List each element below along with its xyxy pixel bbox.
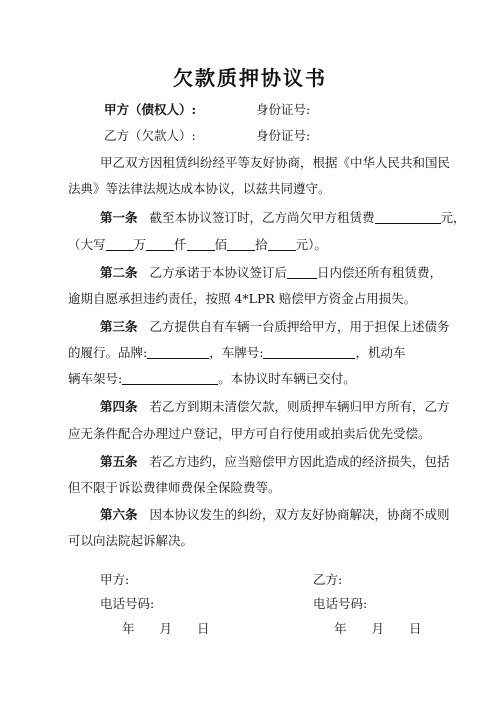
shi-label: 拾 (255, 237, 268, 252)
article-5-line-1 (100, 452, 450, 470)
party-a-label: 甲方（债权人）: (104, 102, 197, 117)
article-2-title: 第二条 (100, 265, 138, 280)
article-3-line-3 (68, 369, 356, 387)
article-2-text-a: 乙方承诺于本协议签订后 (149, 265, 288, 280)
article-3-text: 乙方提供自有车辆一台质押给甲方，用于担保上述债务 (149, 319, 450, 334)
article-1-title: 第一条 (100, 210, 138, 225)
vin-blank (122, 372, 218, 385)
brand-blank (147, 346, 209, 359)
rent-amount-blank (375, 211, 441, 224)
article-2-text-b: 日内偿还所有租赁费， (317, 265, 443, 280)
vin-label: 辆车架号: (68, 371, 123, 386)
date-a: 年 月 日 (122, 621, 210, 636)
signature-party-b: 乙方: (313, 572, 343, 587)
wan-blank (106, 238, 134, 251)
article-5-title: 第五条 (100, 454, 138, 469)
party-b-id-label: 身份证号: (256, 128, 311, 143)
article-3-text-end: 。本协议时车辆已交付。 (218, 371, 356, 386)
qian-blank (146, 238, 174, 251)
article-6-text: 因本协议发生的纠纷，双方友好协商解决，协商不成则 (149, 507, 450, 522)
article-1-line-1 (100, 208, 466, 226)
article-1-text-b: 元， (440, 210, 466, 225)
article-6-line-2: 可以向法院起诉解决。 (68, 533, 194, 548)
article-6-line-1 (100, 505, 450, 523)
phone-b-label: 电话号码: (313, 596, 368, 611)
vin-intro-label: ，机动车 (355, 345, 406, 360)
amount-capital-label: （大写 (68, 237, 106, 252)
bai-blank (187, 238, 215, 251)
party-b-label: 乙方（欠款人）: (104, 128, 196, 143)
party-a-id-label: 身份证号: (256, 102, 311, 117)
intro-line-2: 法典》等法律法规达成本协议，以兹共同遵守。 (68, 181, 331, 196)
yuan-label: 元）。 (295, 237, 327, 252)
brand-label: 的履行。品牌: (68, 345, 148, 360)
article-4-line-2: 应无条件配合办理过户登记，甲方可自行使用或拍卖后优先受偿。 (68, 426, 431, 441)
bai-label: 佰 (214, 237, 228, 252)
wan-label: 万 (133, 237, 147, 252)
article-3-title: 第三条 (100, 319, 138, 334)
article-3-line-1 (100, 317, 450, 335)
article-4-line-1 (100, 397, 450, 415)
signature-party-a: 甲方: (100, 572, 130, 587)
qian-label: 仟 (174, 237, 187, 252)
date-b: 年 月 日 (334, 621, 422, 636)
days-blank (287, 266, 317, 279)
article-2-line-1 (100, 263, 442, 281)
plate-label: ，车牌号: (209, 345, 264, 360)
article-2-line-2: 逾期自愿承担违约责任，按照 4*LPR 赔偿甲方资金占用损失。 (68, 291, 417, 306)
article-3-line-2 (68, 343, 405, 361)
article-6-title: 第六条 (100, 507, 138, 522)
article-5-line-2: 但不限于诉讼费律师费保全保险费等。 (68, 480, 281, 495)
intro-line-1: 甲乙双方因租赁纠纷经平等友好协商，根据《中华人民共和国民 (100, 155, 451, 170)
yuan-blank (268, 238, 296, 251)
article-1-text-a: 截至本协议签订时，乙方尚欠甲方租赁费 (149, 210, 375, 225)
document-title: 欠款质押协议书 (173, 66, 327, 90)
phone-a-label: 电话号码: (100, 596, 155, 611)
article-4-text: 若乙方到期未清偿欠款，则质押车辆归甲方所有，乙方 (149, 399, 450, 414)
shi-blank (227, 238, 255, 251)
article-5-text: 若乙方违约，应当赔偿甲方因此造成的经济损失，包括 (149, 454, 450, 469)
plate-blank (263, 346, 355, 359)
article-1-line-2 (68, 235, 327, 253)
article-4-title: 第四条 (100, 399, 138, 414)
